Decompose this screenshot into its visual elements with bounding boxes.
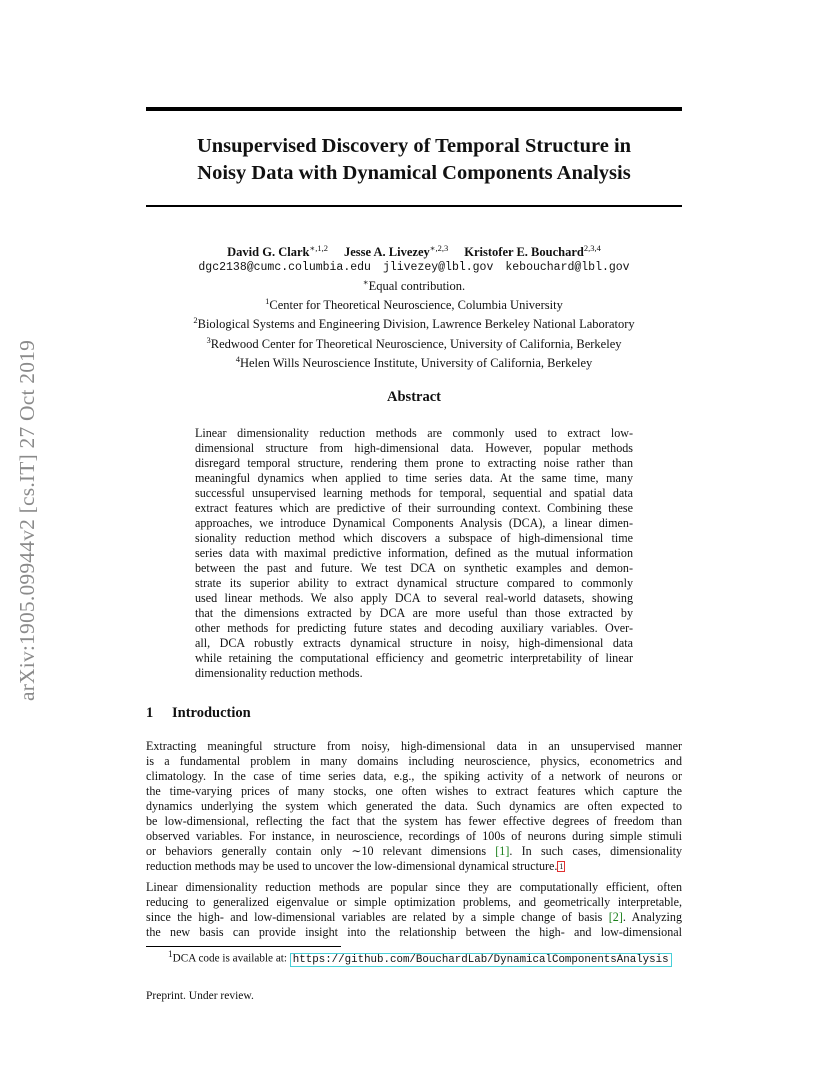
body-line: Linear dimensionality reduction methods are popular since they are computationally efficient, often — [146, 880, 682, 894]
abstract-line: all, DCA robustly extracts dynamical structure in noisy, high-dimensional data — [195, 636, 633, 650]
footnote-link[interactable]: 1 — [559, 862, 564, 871]
author-name: Kristofer E. Bouchard — [464, 245, 584, 260]
equal-contribution-note: ∗Equal contribution. — [362, 277, 466, 294]
author-affil-mark: ∗,2,3 — [429, 243, 449, 253]
email-link[interactable]: kebouchard@lbl.gov — [505, 261, 630, 275]
abstract-heading: Abstract — [387, 389, 441, 405]
author-emails — [146, 260, 682, 275]
paper-title — [146, 133, 682, 187]
preprint-note: Preprint. Under review. — [146, 990, 254, 1002]
body-line: reducing to generalized eigenvalue or simple optimization problems, and geometrically interpretable, — [146, 895, 682, 909]
body-line: since the high- and low-dimensional variables are related by a simple change of basis [2]. Analyzing — [146, 910, 682, 924]
body-line: the new basis can provide insight into the relationship between the high- and low-dimensional — [146, 925, 682, 939]
abstract-line: while retaining the computational efficiency and geometric interpretability of linear — [195, 651, 633, 665]
section-heading — [146, 705, 251, 722]
footnote-rule — [146, 946, 341, 947]
abstract-text — [195, 426, 633, 681]
section-title: Introduction — [172, 705, 251, 721]
author-affil-mark: 2,3,4 — [583, 243, 601, 253]
author-names — [146, 241, 682, 260]
affiliation: $^4$Helen Wills Neuroscience Institute, University of California, Berkeley — [235, 353, 593, 370]
intro-paragraph-2 — [146, 880, 682, 940]
code-url-link[interactable]: https://github.com/BouchardLab/DynamicalComponentsAnalysis — [290, 953, 672, 967]
section-number: 1 — [146, 705, 154, 721]
author-name: Jesse A. Livezey — [344, 245, 430, 260]
body-line: climatology. In the case of time series data, e.g., the spiking activity of a network of neurons or — [146, 769, 682, 783]
body-line: observed variables. For instance, in neuroscience, recordings of 100s of neurons during simple stimuli — [146, 829, 682, 843]
abstract-line: between the past and future. We test DCA on synthetic examples and demon- — [195, 561, 633, 575]
abstract-line: approaches, we introduce Dynamical Components Analysis (DCA), a linear dimen- — [195, 516, 633, 530]
body-line: dynamics underlying the system which generated the data. Such dynamics are often expected to — [146, 799, 682, 813]
affiliation: $^1$Center for Theoretical Neuroscience, Columbia University — [265, 296, 563, 313]
author-name: David G. Clark — [227, 245, 310, 260]
title-bottom-rule — [146, 205, 682, 207]
abstract-line: Linear dimensionality reduction methods are commonly used to extract low- — [195, 426, 633, 440]
citation-link[interactable]: [2] — [608, 910, 623, 924]
abstract-line: disregard temporal structure, rendering them prone to extracting noise rather than — [195, 456, 633, 470]
arxiv-id-text: arXiv:1905.09944v2 [cs.IT] 27 Oct 2019 — [15, 339, 40, 701]
email-link[interactable]: dgc2138@cumc.columbia.edu — [198, 261, 371, 275]
author-affil-mark: ∗,1,2 — [309, 243, 328, 253]
abstract-line: sionality reduction method which discovers a subspace of high-dimensional time — [195, 531, 633, 545]
footnote-mark: 1 — [168, 950, 173, 960]
abstract-line: strate its superior ability to extract dynamical structure compared to commonly — [195, 576, 633, 590]
body-line: Extracting meaningful structure from noisy, high-dimensional data in an unsupervised manner — [146, 739, 682, 753]
affiliation: $^3$Redwood Center for Theoretical Neuroscience, University of California, Berkeley — [206, 334, 622, 351]
abstract-line: dimensionality reduction methods. — [195, 666, 363, 680]
abstract-line: that the dimensions extracted by DCA are more useful than those extracted by — [195, 606, 633, 620]
footnote-text: DCA code is available at: — [172, 952, 290, 965]
abstract-line: used linear methods. We also apply DCA to several real-world datasets, showing — [195, 591, 633, 605]
abstract-line: meaningful dynamics when applied to time series data. At the same time, many — [195, 471, 633, 485]
abstract-line: series data with maximal predictive information, defined as the mutual information — [195, 546, 633, 560]
body-line: the time-varying prices of many stocks, one often wishes to extract features which capture the — [146, 784, 682, 798]
email-link[interactable]: jlivezey@lbl.gov — [382, 261, 494, 275]
arxiv-identifier — [7, 300, 49, 740]
abstract-line: other methods for predicting future states and decoding auxiliary variables. Over- — [195, 621, 633, 635]
affiliation: $^2$Biological Systems and Engineering Division, Lawrence Berkeley National Laboratory — [193, 315, 635, 332]
abstract-line: dimensional structure from high-dimensional data. However, popular methods — [195, 441, 633, 455]
citation-link[interactable]: [1] — [495, 844, 510, 858]
body-line: be low-dimensional, reflecting the fact that the system has fewer effective degrees of freedom than — [146, 814, 682, 828]
author-block — [146, 241, 682, 371]
title-line: Noisy Data with Dynamical Components Analysis — [197, 162, 631, 184]
abstract-line: extract features which are predictive of their surrounding context. Combining these — [195, 501, 633, 515]
intro-paragraph-1 — [146, 739, 682, 874]
title-top-rule — [146, 107, 682, 111]
abstract-line: successful unsupervised learning methods for temporal, sequential and spatial data — [195, 486, 633, 500]
body-line: reduction methods may be used to uncover the low-dimensional dynamical structure. $^1$ — [146, 859, 564, 873]
body-line: is a fundamental problem in many domains including neuroscience, physics, econometrics and — [146, 754, 682, 768]
footnote — [168, 950, 672, 966]
body-line: or behaviors generally contain only ∼10 relevant dimensions [1]. In such cases, dimensionality — [146, 844, 682, 858]
title-line: Unsupervised Discovery of Temporal Structure in — [196, 135, 632, 157]
